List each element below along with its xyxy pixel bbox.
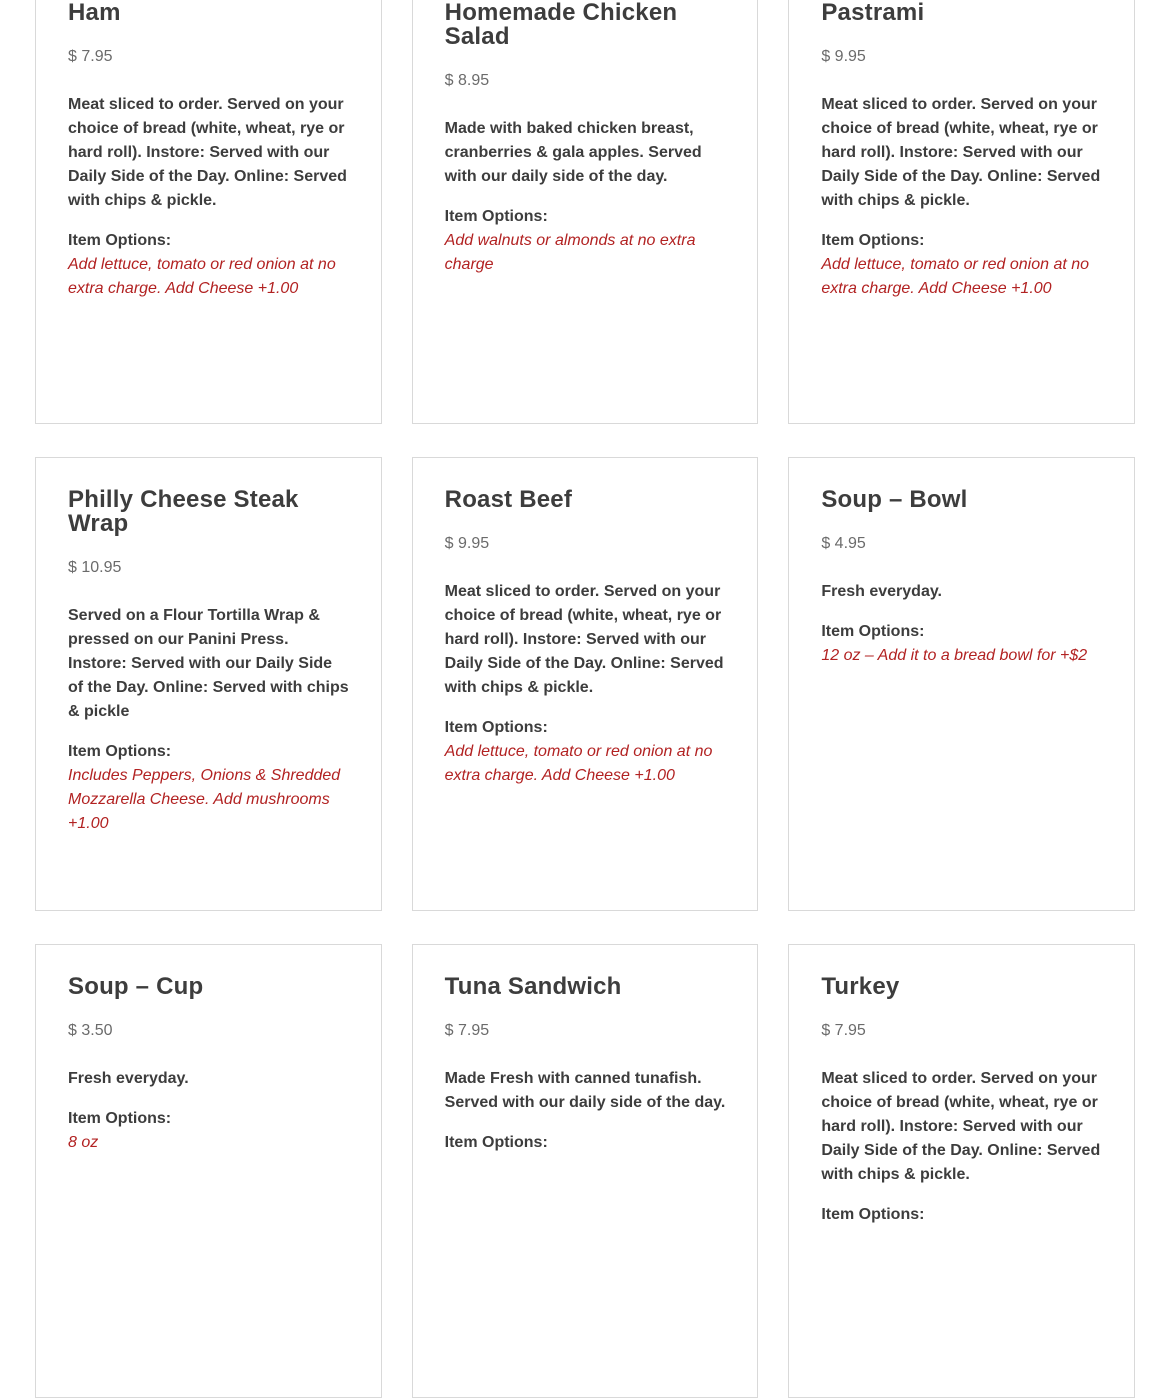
item-price: $ 10.95 [68, 559, 122, 576]
item-price: $ 8.95 [444, 72, 490, 89]
item-title: Ham [68, 0, 121, 26]
item-options-text: Add walnuts or almonds at no extra charge [444, 232, 696, 273]
menu-item-card-pastrami [788, 0, 1135, 424]
item-options-text: Add lettuce, tomato or red onion at no extra charge. Add Cheese +1.00 [821, 256, 1090, 297]
item-price: $ 9.95 [821, 48, 866, 65]
item-description: Made with baked chicken breast, cranberries & gala apples. Served with our daily side of the day. [444, 120, 702, 185]
item-description: Served on a Flour Tortilla Wrap & pressed on our Panini Press. Instore: Served with our Daily Side of the Day. Online: Served with chips & pickle [68, 607, 349, 720]
item-options-heading: Item Options: [444, 208, 548, 225]
item-title: Roast Beef [444, 486, 573, 513]
item-description: Meat sliced to order. Served on your choice of bread (white, wheat, rye or hard roll). Instore: Served with our Daily Side of the Day. Online: Served with chips & pickle. [444, 583, 724, 696]
item-options-text: 12 oz – Add it to a bread bowl for +$2 [821, 647, 1088, 664]
menu-item-card-ham [35, 0, 382, 424]
item-title: Tuna Sandwich [444, 973, 622, 1000]
item-options-heading: Item Options: [444, 719, 548, 736]
item-title: Homemade Chicken Salad [444, 0, 678, 50]
item-options-text: 8 oz [68, 1134, 99, 1151]
item-title: Pastrami [821, 0, 925, 26]
menu-item-card-turkey [788, 944, 1135, 1398]
item-description: Meat sliced to order. Served on your choice of bread (white, wheat, rye or hard roll). Instore: Served with our Daily Side of the Day. Online: Served with chips & pickle. [68, 96, 347, 209]
item-options-text: Includes Peppers, Onions & Shredded Mozzarella Cheese. Add mushrooms +1.00 [68, 767, 341, 832]
item-description: Meat sliced to order. Served on your choice of bread (white, wheat, rye or hard roll). Instore: Served with our Daily Side of the Day. Online: Served with chips & pickle. [821, 96, 1101, 209]
item-options-heading: Item Options: [68, 232, 172, 249]
item-title: Soup – Bowl [821, 486, 968, 513]
item-options-heading: Item Options: [821, 1206, 925, 1223]
item-description: Fresh everyday. [821, 583, 942, 600]
menu-item-card-philly-cheese-steak-wrap [35, 457, 382, 911]
item-title: Turkey [821, 973, 900, 1000]
item-options-heading: Item Options: [68, 743, 172, 760]
item-description: Meat sliced to order. Served on your choice of bread (white, wheat, rye or hard roll). Instore: Served with our Daily Side of the Day. Online: Served with chips & pickle. [821, 1070, 1101, 1183]
item-price: $ 9.95 [444, 535, 490, 552]
item-price: $ 7.95 [444, 1022, 490, 1039]
menu-item-card-roast-beef [412, 457, 759, 911]
item-price: $ 7.95 [821, 1022, 866, 1039]
item-description: Fresh everyday. [68, 1070, 189, 1087]
menu-item-card-homemade-chicken-salad [412, 0, 759, 424]
item-options-text: Add lettuce, tomato or red onion at no extra charge. Add Cheese +1.00 [444, 743, 713, 784]
menu-item-card-soup-cup [35, 944, 382, 1398]
item-options-heading: Item Options: [444, 1134, 548, 1151]
item-options-heading: Item Options: [68, 1110, 172, 1127]
item-options-text: Add lettuce, tomato or red onion at no extra charge. Add Cheese +1.00 [68, 256, 336, 297]
item-price: $ 7.95 [68, 48, 113, 65]
item-title: Soup – Cup [68, 973, 204, 1000]
menu-item-card-tuna-sandwich [412, 944, 759, 1398]
item-options-heading: Item Options: [821, 232, 925, 249]
menu-item-card-soup-bowl [788, 457, 1135, 911]
item-options-heading: Item Options: [821, 623, 925, 640]
item-description: Made Fresh with canned tunafish. Served with our daily side of the day. [444, 1070, 726, 1111]
item-price: $ 3.50 [68, 1022, 113, 1039]
item-title: Philly Cheese Steak Wrap [68, 486, 299, 537]
item-price: $ 4.95 [821, 535, 866, 552]
